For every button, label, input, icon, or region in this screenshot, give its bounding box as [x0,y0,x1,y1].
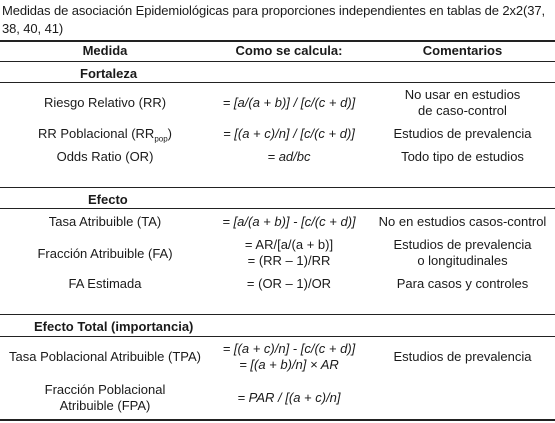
header-comentarios: Comentarios [422,43,503,58]
rule-total [0,336,555,337]
fa-formula-2: = (RR – 1)/RR [247,253,331,268]
rr-formula: = [a/(a + b)] / [c/(c + d)] [222,95,356,110]
rrp-formula: = [(a + c)/n] / [c/(c + d)] [223,126,355,141]
rule-header [0,61,555,62]
rrp-measure-main: RR Poblacional (RR [37,126,155,141]
rrp-measure [0,126,210,144]
rule-efecto-top [0,187,555,188]
header-calculo: Como se calcula: [235,43,343,58]
tpa-formula-2: = [(a + b)/n] × AR [239,357,339,372]
rule-efecto [0,208,555,209]
rrp-measure-close: ) [167,126,173,141]
fpa-measure-1: Fracción Poblacional [44,382,166,397]
rule-total-top [0,314,555,315]
fa-measure: Fracción Atribuible (FA) [37,246,173,261]
ta-formula: = [a/(a + b)] - [c/(c + d)] [222,214,356,229]
rrp-measure-sub: pop [154,134,168,144]
fa-formula-1: = AR/[a/(a + b)] [244,237,334,252]
fa-comment-2: o longitudinales [417,253,508,268]
fae-measure: FA Estimada [68,276,142,291]
rule-bottom [0,419,555,421]
fae-comment: Para casos y controles [396,276,529,291]
or-measure: Odds Ratio (OR) [56,149,154,164]
rule-top [0,40,555,42]
section-efecto-total: Efecto Total (importancia) [34,319,194,334]
tpa-comment: Estudios de prevalencia [393,349,532,364]
ta-comment: No en estudios casos-control [378,214,547,229]
or-formula: = ad/bc [267,149,311,164]
section-efecto: Efecto [88,192,128,207]
rrp-comment: Estudios de prevalencia [393,126,532,141]
rr-measure: Riesgo Relativo (RR) [43,95,167,110]
section-fortaleza: Fortaleza [80,66,138,81]
fae-formula: = (OR – 1)/OR [246,276,332,291]
tpa-formula-1: = [(a + c)/n] - [c/(c + d)] [222,341,356,356]
table-caption: Medidas de asociación Epidemiológicas para proporciones independientes en tablas de 2x2(37, 38, 40, 41) [2,3,546,36]
ta-measure: Tasa Atribuible (TA) [48,214,162,229]
fpa-formula: = PAR / [(a + c)/n] [237,390,341,405]
rr-comment-1: No usar en estudios [404,87,521,102]
tpa-measure: Tasa Poblacional Atribuible (TPA) [9,349,201,364]
header-medida: Medida [82,43,128,58]
fa-comment-1: Estudios de prevalencia [393,237,532,252]
rule-fortaleza [0,82,555,83]
rr-comment-2: de caso-control [418,103,507,118]
or-comment: Todo tipo de estudios [401,149,524,164]
fpa-measure-2: Atribuible (FPA) [59,398,151,413]
